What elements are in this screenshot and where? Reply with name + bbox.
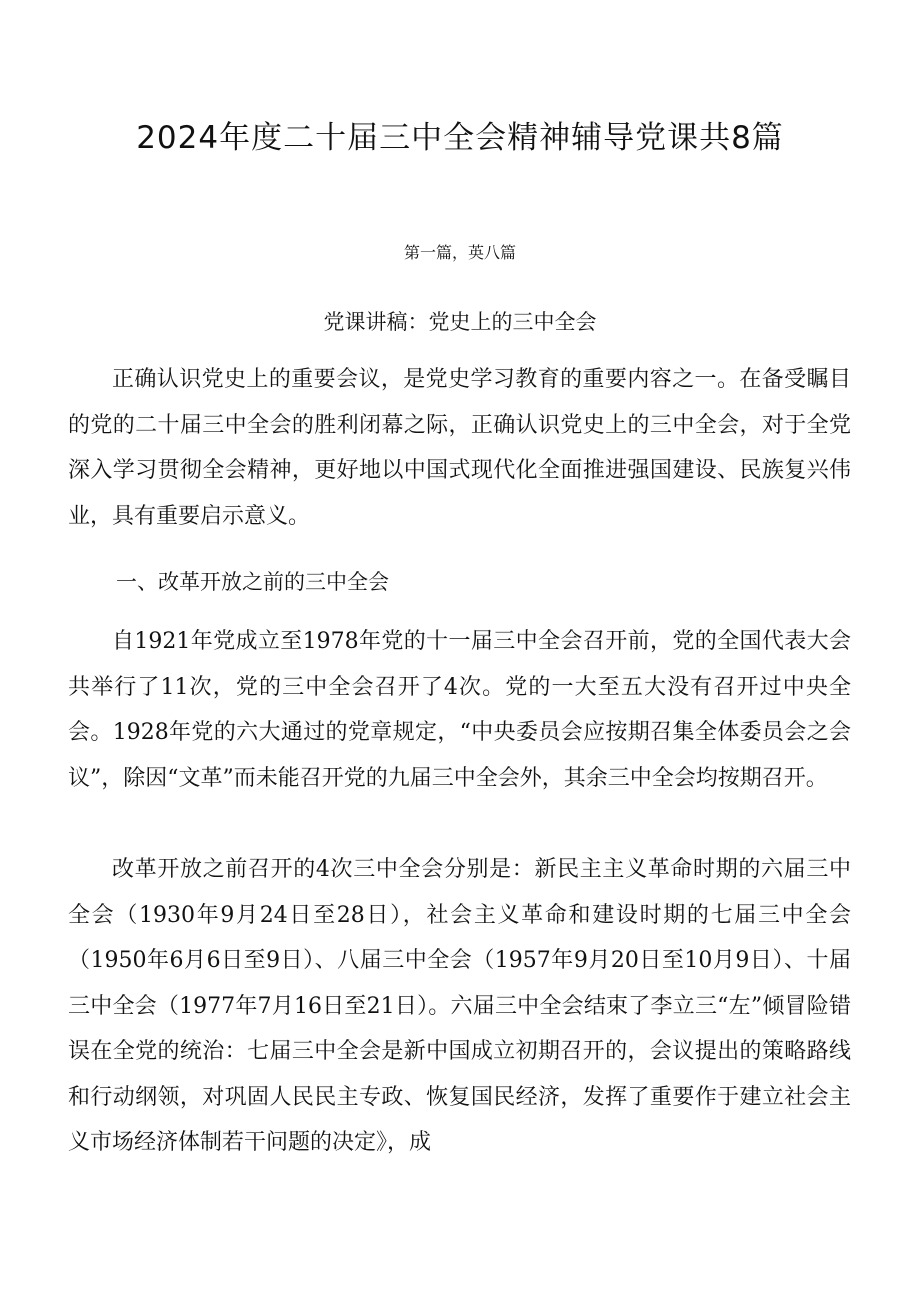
section-heading: 一、改革开放之前的三中全会 bbox=[116, 570, 389, 594]
body-paragraph: 改革开放之前召开的4次三中全会分别是：新民主主义革命时期的六届三中全会（1930年9月24日至28日），社会主义革命和建设时期的七届三中全会（1950年6月6日至9日）、八届三中全会（1957年9月20日至10月9日）、十届三中全会（1977年7月16日至21日）。六届三中全会结束了李立三“左”倾冒险错误在全党的统治：七届三中全会是新中国成立初期召开的，会议提出的策略路线和行动纲领，对巩固人民民主专政、恢复国民经济，发挥了重要作于建立社会主义市场经济体制若干问题的决定》，成 bbox=[68, 857, 851, 1155]
intro-paragraph: 正确认识党史上的重要会议，是党史学习教育的重要内容之一。在备受瞩目的党的二十届三中全会的胜利闭幕之际，正确认识党史上的三中全会，对于全党深入学习贯彻全会精神，更好地以中国式现代化全面推进强国建设、民族复兴伟业，具有重要启示意义。 bbox=[68, 367, 851, 529]
document-title: 2024年度二十届三中全会精神辅导党课共8篇 bbox=[136, 120, 784, 156]
section-marker: 第一篇，英八篇 bbox=[403, 243, 516, 262]
body-paragraph: 自1921年党成立至1978年党的十一届三中全会召开前，党的全国代表大会共举行了11次，党的三中全会召开了4次。党的一大至五大没有召开过中央全会。1928年党的六大通过的党章规定，“中央委员会应按期召集全体委员会之会议”，除因“文革”而未能召开党的九届三中全会外，其余三中全会均按期召开。 bbox=[68, 629, 851, 791]
lecture-title: 党课讲稿：党史上的三中全会 bbox=[323, 310, 597, 334]
